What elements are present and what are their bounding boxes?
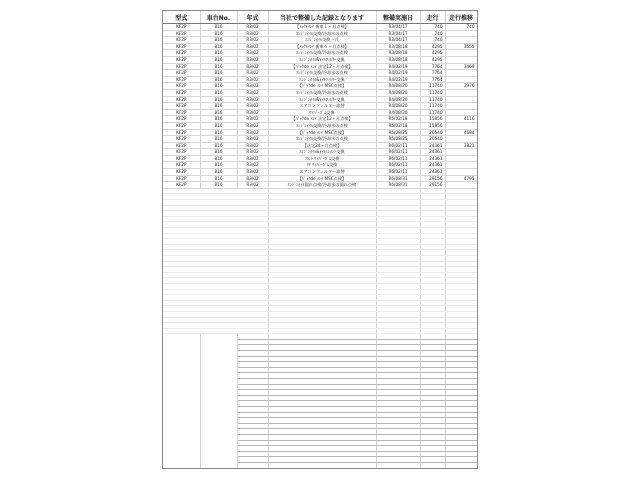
cell-model: KF2P xyxy=(163,30,200,37)
cell-mileage-change: 4684 xyxy=(445,129,477,136)
cell-service-date: R3/08/18 xyxy=(376,43,420,50)
cell-description: 【法定24ヶ月点検】 xyxy=(268,142,376,149)
cell-description: ｴﾝｼﾞﾝｵｲﾙ交換/冷却水の点検 xyxy=(268,136,376,143)
header-chassis-no: 車台No. xyxy=(200,11,237,24)
cell-description: 【ﾊﾟｯｸde ﾒﾝﾃ MSC点検】 xyxy=(268,175,376,182)
cell-model: KF2P xyxy=(163,122,200,129)
cell-mileage: 11740 xyxy=(420,96,445,103)
cell-mileage-change xyxy=(445,56,477,63)
cell-year: R3/02 xyxy=(237,56,268,63)
empty-cell xyxy=(420,468,445,469)
cell-mileage-change xyxy=(445,182,477,189)
table-row xyxy=(163,109,477,116)
cell-chassis-no: 816 xyxy=(200,30,237,37)
cell-model: KF2P xyxy=(163,175,200,182)
header-row xyxy=(163,11,477,24)
cell-chassis-no: 816 xyxy=(200,155,237,162)
table-row xyxy=(163,63,477,70)
table-row xyxy=(163,122,477,129)
cell-model: KF2P xyxy=(163,43,200,50)
cell-mileage-change xyxy=(445,37,477,44)
maintenance-record-sheet xyxy=(162,10,478,469)
cell-description: ｴﾝｼﾞﾝｵｲﾙ交換/冷却水の点検 xyxy=(268,50,376,57)
cell-description: 【ﾊﾟｯｸde ﾒﾝﾃ MSC点検】 xyxy=(268,83,376,90)
table-row xyxy=(163,162,477,169)
cell-service-date: R6/02/11 xyxy=(376,162,420,169)
cell-model: KF2P xyxy=(163,142,200,149)
empty-cell xyxy=(163,468,200,469)
cell-chassis-no: 816 xyxy=(200,76,237,83)
cell-chassis-no: 816 xyxy=(200,24,237,31)
cell-year: R3/02 xyxy=(237,89,268,96)
cell-chassis-no: 816 xyxy=(200,37,237,44)
cell-description: 【ﾊﾟｯｸde ﾒﾝﾃ MSC点検】 xyxy=(268,129,376,136)
cell-chassis-no: 816 xyxy=(200,56,237,63)
cell-chassis-no: 816 xyxy=(200,43,237,50)
cell-mileage: 11740 xyxy=(420,89,445,96)
table-row xyxy=(163,89,477,96)
cell-model: KF2P xyxy=(163,155,200,162)
cell-year: R3/02 xyxy=(237,136,268,143)
cell-mileage: 20540 xyxy=(420,136,445,143)
empty-cell xyxy=(200,468,237,469)
header-description: 当社で整備した記録となります xyxy=(268,11,376,24)
cell-mileage-change xyxy=(445,109,477,116)
cell-service-date: R4/08/20 xyxy=(376,96,420,103)
table-row xyxy=(163,149,477,156)
cell-model: KF2P xyxy=(163,76,200,83)
cell-mileage: 7764 xyxy=(420,76,445,83)
cell-chassis-no: 816 xyxy=(200,122,237,129)
cell-chassis-no: 816 xyxy=(200,116,237,123)
cell-chassis-no: 816 xyxy=(200,109,237,116)
cell-description: ｴﾝｼﾞﾝｵｲﾙ交換/冷却水の点検 xyxy=(268,70,376,77)
empty-cell xyxy=(376,468,420,469)
cell-chassis-no: 816 xyxy=(200,169,237,176)
header-model: 型式 xyxy=(163,11,200,24)
cell-year: R3/02 xyxy=(237,76,268,83)
cell-model: KF2P xyxy=(163,109,200,116)
table-row xyxy=(163,76,477,83)
cell-mileage: 11740 xyxy=(420,109,445,116)
empty-cell xyxy=(268,468,376,469)
cell-mileage: 4295 xyxy=(420,43,445,50)
header-year: 年式 xyxy=(237,11,268,24)
cell-year: R3/02 xyxy=(237,63,268,70)
cell-description: ｴﾝｼﾞﾝｵｲﾙ漏れ点検/冷却水の漏れ点検 xyxy=(268,182,376,189)
cell-year: R3/02 xyxy=(237,24,268,31)
table-row xyxy=(163,30,477,37)
cell-year: R3/02 xyxy=(237,182,268,189)
cell-mileage: 11740 xyxy=(420,83,445,90)
cell-mileage-change xyxy=(445,155,477,162)
cell-description: ｴﾝｼﾞﾝｵｲﾙ&ｵｲﾙｴﾚﾒﾝﾄ交換 xyxy=(268,149,376,156)
table-row xyxy=(163,182,477,189)
empty-row xyxy=(163,468,477,469)
table-row xyxy=(163,169,477,176)
cell-year: R3/02 xyxy=(237,149,268,156)
cell-service-date: R5/08/25 xyxy=(376,136,420,143)
cell-service-date: R3/04/17 xyxy=(376,30,420,37)
cell-description: エアコンフィルター取替 xyxy=(268,169,376,176)
cell-service-date: R5/02/18 xyxy=(376,122,420,129)
cell-mileage: 15856 xyxy=(420,122,445,129)
cell-model: KF2P xyxy=(163,182,200,189)
cell-mileage: 11740 xyxy=(420,103,445,110)
cell-chassis-no: 816 xyxy=(200,89,237,96)
cell-service-date: R6/08/31 xyxy=(376,182,420,189)
cell-mileage: 4295 xyxy=(420,50,445,57)
cell-mileage-change xyxy=(445,122,477,129)
cell-description: ｴﾝｼﾞﾝｵｲﾙ&ｵｲﾙﾌｨﾙﾀｰ交換 xyxy=(268,96,376,103)
cell-service-date: R4/02/19 xyxy=(376,70,420,77)
cell-chassis-no: 816 xyxy=(200,175,237,182)
cell-chassis-no: 816 xyxy=(200,50,237,57)
cell-chassis-no: 816 xyxy=(200,136,237,143)
cell-service-date: R4/08/20 xyxy=(376,109,420,116)
cell-year: R3/02 xyxy=(237,103,268,110)
cell-model: KF2P xyxy=(163,96,200,103)
cell-mileage: 29156 xyxy=(420,182,445,189)
cell-model: KF2P xyxy=(163,89,200,96)
cell-service-date: R4/08/20 xyxy=(376,103,420,110)
cell-mileage: 24361 xyxy=(420,149,445,156)
table-row xyxy=(163,103,477,110)
cell-chassis-no: 816 xyxy=(200,182,237,189)
cell-mileage-change xyxy=(445,89,477,96)
cell-mileage: 15856 xyxy=(420,116,445,123)
cell-service-date: R6/02/11 xyxy=(376,155,420,162)
table-row xyxy=(163,37,477,44)
cell-mileage-change xyxy=(445,70,477,77)
cell-mileage-change: 3821 xyxy=(445,142,477,149)
table-row xyxy=(163,43,477,50)
cell-mileage: 7764 xyxy=(420,63,445,70)
cell-chassis-no: 816 xyxy=(200,83,237,90)
cell-description: ｴﾝｼﾞﾝｵｲﾙ交換/冷却水の点検 xyxy=(268,89,376,96)
cell-mileage: 740 xyxy=(420,24,445,31)
table-row xyxy=(163,136,477,143)
cell-mileage-change xyxy=(445,149,477,156)
cell-chassis-no: 816 xyxy=(200,129,237,136)
cell-year: R3/02 xyxy=(237,155,268,162)
cell-mileage-change xyxy=(445,136,477,143)
header-mileage: 走行 xyxy=(420,11,445,24)
cell-chassis-no: 816 xyxy=(200,96,237,103)
cell-service-date: R4/02/19 xyxy=(376,76,420,83)
cell-mileage: 24361 xyxy=(420,162,445,169)
cell-model: KF2P xyxy=(163,24,200,31)
cell-service-date: R6/02/11 xyxy=(376,169,420,176)
cell-model: KF2P xyxy=(163,162,200,169)
cell-mileage-change xyxy=(445,103,477,110)
cell-mileage-change: 4116 xyxy=(445,116,477,123)
cell-chassis-no: 816 xyxy=(200,142,237,149)
cell-model: KF2P xyxy=(163,103,200,110)
header-mileage-change: 走行推移 xyxy=(445,11,477,24)
cell-mileage-change: 740 xyxy=(445,24,477,31)
cell-year: R3/02 xyxy=(237,50,268,57)
cell-service-date: R6/08/31 xyxy=(376,175,420,182)
cell-mileage: 740 xyxy=(420,30,445,37)
cell-description: ﾌﾛﾝﾄ ﾜｲﾊﾟｰｺﾞﾑ交換 xyxy=(268,155,376,162)
cell-model: KF2P xyxy=(163,116,200,123)
table-row xyxy=(163,70,477,77)
cell-service-date: R4/08/20 xyxy=(376,83,420,90)
cell-mileage-change xyxy=(445,30,477,37)
cell-year: R3/02 xyxy=(237,122,268,129)
cell-description: ﾜｲﾊﾟｰｺﾞﾑ交換 xyxy=(268,109,376,116)
cell-model: KF2P xyxy=(163,129,200,136)
maintenance-table xyxy=(163,11,478,469)
cell-mileage: 24361 xyxy=(420,169,445,176)
empty-cell xyxy=(445,468,477,469)
table-row xyxy=(163,24,477,31)
cell-chassis-no: 816 xyxy=(200,103,237,110)
header-service-date: 整備実施日 xyxy=(376,11,420,24)
cell-description: 【ﾊﾟｯｸde ﾒﾝﾃ 法定12ヶ月点検】 xyxy=(268,63,376,70)
table-row xyxy=(163,56,477,63)
cell-service-date: R5/02/18 xyxy=(376,116,420,123)
cell-service-date: R3/08/18 xyxy=(376,56,420,63)
cell-model: KF2P xyxy=(163,70,200,77)
cell-year: R3/02 xyxy=(237,43,268,50)
table-row xyxy=(163,142,477,149)
cell-mileage-change xyxy=(445,169,477,176)
cell-mileage: 20540 xyxy=(420,129,445,136)
cell-year: R3/02 xyxy=(237,129,268,136)
cell-service-date: R3/08/18 xyxy=(376,50,420,57)
cell-mileage: 24361 xyxy=(420,142,445,149)
cell-service-date: R4/08/20 xyxy=(376,89,420,96)
cell-mileage: 740 xyxy=(420,37,445,44)
cell-description: ｴﾝｼﾞﾝｵｲﾙ&ｵｲﾙﾌｨﾙﾀｰ交換 xyxy=(268,56,376,63)
cell-year: R3/02 xyxy=(237,70,268,77)
cell-model: KF2P xyxy=(163,169,200,176)
cell-year: R3/02 xyxy=(237,116,268,123)
cell-model: KF2P xyxy=(163,56,200,63)
cell-description: ｴﾝｼﾞﾝｵｲﾙ交換/冷却水の点検 xyxy=(268,122,376,129)
cell-service-date: R4/02/19 xyxy=(376,63,420,70)
table-row xyxy=(163,129,477,136)
cell-mileage-change: 3976 xyxy=(445,83,477,90)
cell-year: R3/02 xyxy=(237,142,268,149)
cell-service-date: R6/02/11 xyxy=(376,142,420,149)
table-row xyxy=(163,175,477,182)
cell-description: 【ﾒｯｸﾙﾒﾝﾃ 新車６ヶ月点検】 xyxy=(268,43,376,50)
cell-year: R3/02 xyxy=(237,162,268,169)
cell-model: KF2P xyxy=(163,37,200,44)
cell-model: KF2P xyxy=(163,136,200,143)
cell-mileage-change xyxy=(445,76,477,83)
cell-mileage-change xyxy=(445,162,477,169)
cell-service-date: R3/04/17 xyxy=(376,24,420,31)
table-row xyxy=(163,50,477,57)
cell-mileage-change: 3469 xyxy=(445,63,477,70)
cell-mileage: 24361 xyxy=(420,155,445,162)
cell-year: R3/02 xyxy=(237,109,268,116)
table-row xyxy=(163,96,477,103)
cell-description: ﾘﾔ ﾜｲﾊﾟｰｺﾞﾑ交換 xyxy=(268,162,376,169)
cell-model: KF2P xyxy=(163,50,200,57)
cell-description: ｴﾝｼﾞﾝｵｲﾙ交換一式 xyxy=(268,37,376,44)
cell-mileage: 7764 xyxy=(420,70,445,77)
cell-mileage: 4295 xyxy=(420,56,445,63)
cell-year: R3/02 xyxy=(237,37,268,44)
cell-description: エアコンフィルター取替 xyxy=(268,103,376,110)
cell-model: KF2P xyxy=(163,83,200,90)
cell-description: 【ﾒｯｸﾙﾒﾝﾃ 新車１ヶ月点検】 xyxy=(268,24,376,31)
cell-model: KF2P xyxy=(163,149,200,156)
cell-mileage-change: 3555 xyxy=(445,43,477,50)
cell-service-date: R3/04/17 xyxy=(376,37,420,44)
cell-mileage-change: 4795 xyxy=(445,175,477,182)
cell-year: R3/02 xyxy=(237,175,268,182)
table-body xyxy=(163,24,477,470)
empty-cell xyxy=(237,468,268,469)
cell-chassis-no: 816 xyxy=(200,70,237,77)
cell-year: R3/02 xyxy=(237,30,268,37)
cell-year: R3/02 xyxy=(237,83,268,90)
cell-chassis-no: 816 xyxy=(200,162,237,169)
cell-description: ｴﾝｼﾞﾝｵｲﾙ交換/冷却水の点検 xyxy=(268,30,376,37)
cell-year: R3/02 xyxy=(237,96,268,103)
cell-chassis-no: 816 xyxy=(200,149,237,156)
cell-service-date: R5/08/25 xyxy=(376,129,420,136)
cell-service-date: R6/02/11 xyxy=(376,149,420,156)
table-row xyxy=(163,116,477,123)
cell-mileage-change xyxy=(445,50,477,57)
cell-description: 【ﾊﾟｯｸde ﾒﾝﾃ 法定12ヶ月点検】 xyxy=(268,116,376,123)
cell-mileage-change xyxy=(445,96,477,103)
cell-year: R3/02 xyxy=(237,169,268,176)
cell-chassis-no: 816 xyxy=(200,63,237,70)
cell-description: ｴﾝｼﾞﾝｵｲﾙ&ｵｲﾙﾌｨﾙﾀｰ交換 xyxy=(268,76,376,83)
table-row xyxy=(163,155,477,162)
table-row xyxy=(163,83,477,90)
cell-mileage: 29156 xyxy=(420,175,445,182)
cell-model: KF2P xyxy=(163,63,200,70)
